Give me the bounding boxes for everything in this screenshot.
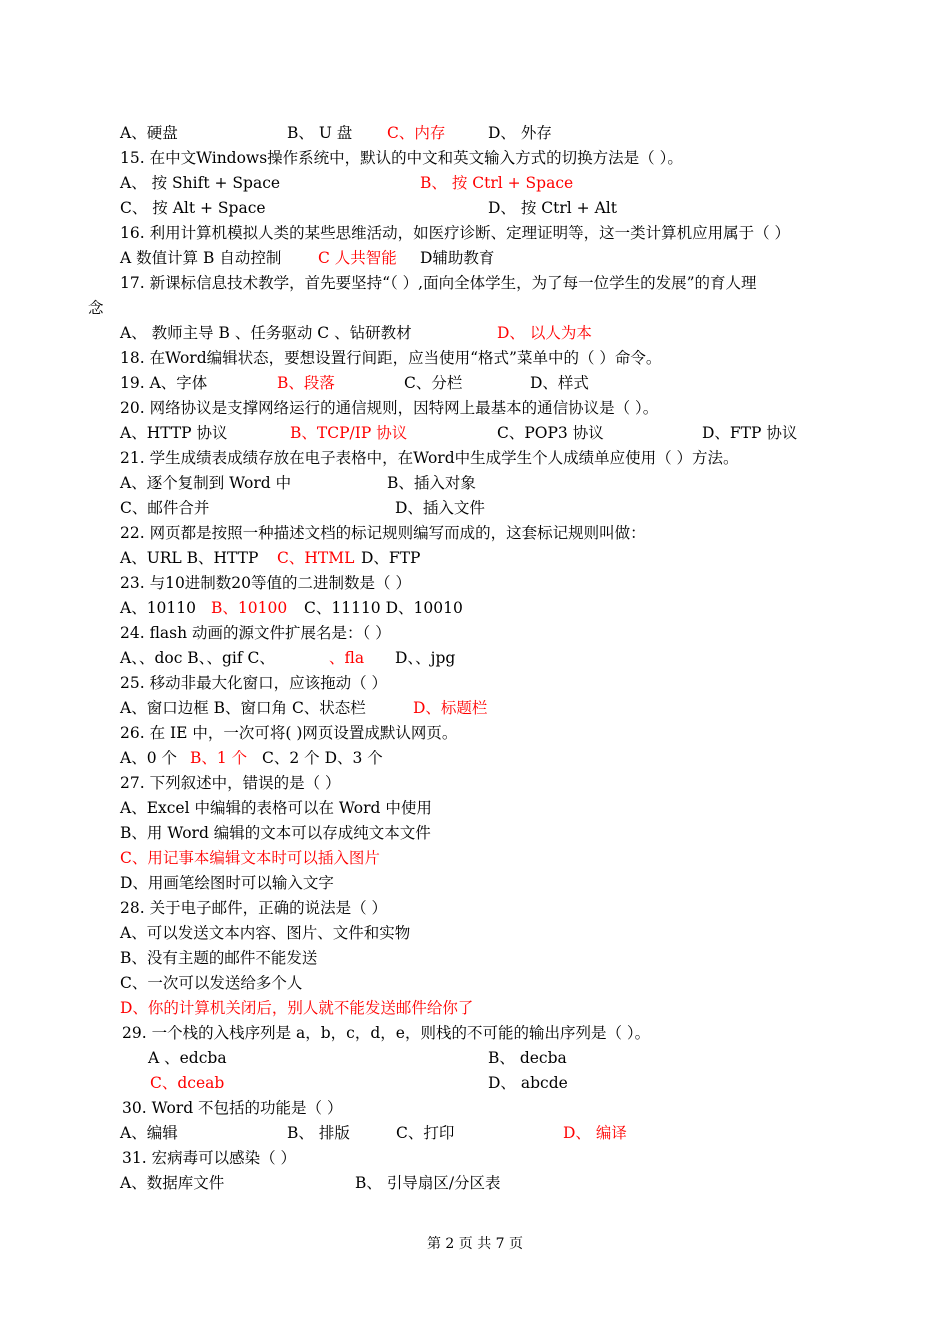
text-line bbox=[0, 696, 950, 721]
text-line bbox=[0, 546, 950, 571]
text-line bbox=[0, 396, 950, 421]
question-text: B、 U 盘 bbox=[287, 124, 353, 142]
text-line bbox=[0, 446, 950, 471]
text-line bbox=[0, 1071, 950, 1096]
question-text: A、可以发送文本内容、图片、文件和实物 bbox=[120, 924, 411, 942]
text-line bbox=[0, 296, 950, 321]
answer-text: B、 按 Ctrl + Space bbox=[420, 174, 574, 192]
text-line bbox=[0, 571, 950, 596]
text-line bbox=[0, 846, 950, 871]
question-text: D、样式 bbox=[530, 374, 589, 392]
answer-text: C、dceab bbox=[150, 1074, 225, 1092]
text-line bbox=[0, 521, 950, 546]
text-line bbox=[0, 271, 950, 296]
answer-text: B、TCP/IP 协议 bbox=[290, 424, 408, 442]
answer-text: D、你的计算机关闭后，别人就不能发送邮件给你了 bbox=[120, 999, 474, 1017]
question-text: D、 按 Ctrl + Alt bbox=[488, 199, 617, 217]
text-line bbox=[0, 1121, 950, 1146]
answer-text: C、用记事本编辑文本时可以插入图片 bbox=[120, 849, 380, 867]
page-footer: 第 2 页 共 7 页 bbox=[426, 1236, 524, 1252]
text-line bbox=[0, 596, 950, 621]
answer-text: D、标题栏 bbox=[413, 699, 488, 717]
question-text: C、分栏 bbox=[404, 374, 463, 392]
question-text: A、编辑 bbox=[120, 1124, 178, 1142]
question-text: 25. 移动非最大化窗口，应该拖动（ ） bbox=[120, 674, 388, 692]
text-line bbox=[0, 1046, 950, 1071]
text-line bbox=[0, 1096, 950, 1121]
answer-text: C、HTML bbox=[277, 549, 355, 567]
question-text: C、一次可以发送给多个人 bbox=[120, 974, 303, 992]
question-text: D、 abcde bbox=[488, 1074, 568, 1092]
question-text: 24. flash 动画的源文件扩展名是：（ ） bbox=[120, 624, 391, 642]
text-line bbox=[0, 1021, 950, 1046]
question-text: A、数据库文件 bbox=[120, 1174, 225, 1192]
question-text: C、邮件合并 bbox=[120, 499, 210, 517]
answer-text: B、10100 bbox=[211, 599, 288, 617]
text-line bbox=[0, 371, 950, 396]
text-line bbox=[0, 246, 950, 271]
text-line bbox=[0, 171, 950, 196]
question-text: C、 按 Alt + Space bbox=[120, 199, 266, 217]
question-text: 23. 与10进制数20等值的二进制数是（ ） bbox=[120, 574, 411, 592]
text-line bbox=[0, 1146, 950, 1171]
question-text: 30. Word 不包括的功能是（ ） bbox=[122, 1099, 343, 1117]
question-text: A、 按 Shift + Space bbox=[120, 174, 281, 192]
question-text: C、11110 D、10010 bbox=[304, 599, 463, 617]
question-text: A 数值计算 B 自动控制 bbox=[120, 249, 282, 267]
question-text: A、Excel 中编辑的表格可以在 Word 中使用 bbox=[120, 799, 432, 817]
question-text: 28. 关于电子邮件，正确的说法是（ ） bbox=[120, 899, 388, 917]
text-line bbox=[0, 196, 950, 221]
question-text: B、 排版 bbox=[287, 1124, 350, 1142]
text-line bbox=[0, 146, 950, 171]
question-text: 27. 下列叙述中，错误的是（ ） bbox=[120, 774, 341, 792]
text-line bbox=[0, 871, 950, 896]
question-text: 22. 网页都是按照一种描述文档的标记规则编写而成的，这套标记规则叫做： bbox=[120, 524, 646, 542]
question-text: 15. 在中文Windows操作系统中，默认的中文和英文输入方式的切换方法是（ ）。 bbox=[120, 149, 683, 167]
text-line bbox=[0, 771, 950, 796]
answer-text: C、内存 bbox=[387, 124, 446, 142]
text-line bbox=[0, 721, 950, 746]
answer-text: 、fla bbox=[329, 649, 365, 667]
text-line bbox=[0, 971, 950, 996]
question-text: 31. 宏病毒可以感染（ ） bbox=[122, 1149, 297, 1167]
question-text: 念 bbox=[88, 299, 104, 317]
question-text: B、 decba bbox=[488, 1049, 567, 1067]
question-text: 29. 一个栈的入栈序列是 a，b，c，d，e，则栈的不可能的输出序列是（ ）。 bbox=[122, 1024, 651, 1042]
question-text: A、逐个复制到 Word 中 bbox=[120, 474, 292, 492]
question-text: C、2 个 D、3 个 bbox=[262, 749, 383, 767]
question-text: 16. 利用计算机模拟人类的某些思维活动，如医疗诊断、定理证明等，这一类计算机应用属于（ ） bbox=[120, 224, 791, 242]
question-text: D、 外存 bbox=[488, 124, 552, 142]
question-text: A、HTTP 协议 bbox=[120, 424, 228, 442]
question-text: B、用 Word 编辑的文本可以存成纯文本文件 bbox=[120, 824, 431, 842]
text-line bbox=[0, 746, 950, 771]
question-text: B、 引导扇区/分区表 bbox=[355, 1174, 501, 1192]
text-line bbox=[0, 946, 950, 971]
question-text: A、0 个 bbox=[120, 749, 177, 767]
answer-text: B、段落 bbox=[277, 374, 335, 392]
text-line bbox=[0, 1171, 950, 1196]
question-text: D辅助教育 bbox=[420, 249, 495, 267]
answer-text: D、 以人为本 bbox=[497, 324, 592, 342]
text-line bbox=[0, 421, 950, 446]
question-text: 20. 网络协议是支撑网络运行的通信规则，因特网上最基本的通信协议是（ ）。 bbox=[120, 399, 659, 417]
question-text: D、插入文件 bbox=[395, 499, 485, 517]
text-line bbox=[0, 821, 950, 846]
question-text: D、用画笔绘图时可以输入文字 bbox=[120, 874, 334, 892]
question-text: C、打印 bbox=[396, 1124, 455, 1142]
question-text: A、10110 bbox=[120, 599, 197, 617]
question-text: A、URL B、HTTP bbox=[120, 549, 259, 567]
text-line bbox=[0, 221, 950, 246]
question-text: A、、doc B、、gif C、 bbox=[120, 649, 275, 667]
answer-text: B、1 个 bbox=[190, 749, 248, 767]
text-line bbox=[0, 646, 950, 671]
text-line bbox=[0, 996, 950, 1021]
text-line bbox=[0, 321, 950, 346]
text-line bbox=[0, 346, 950, 371]
text-line bbox=[0, 496, 950, 521]
question-text: A、窗口边框 B、窗口角 C、状态栏 bbox=[120, 699, 366, 717]
question-text: D、FTP 协议 bbox=[702, 424, 798, 442]
question-text: B、没有主题的邮件不能发送 bbox=[120, 949, 318, 967]
question-text: 18. 在Word编辑状态，要想设置行间距，应当使用“格式”菜单中的（ ）命令。 bbox=[120, 349, 662, 367]
question-text: D、FTP bbox=[361, 549, 421, 567]
text-line bbox=[0, 671, 950, 696]
question-text: 21. 学生成绩表成绩存放在电子表格中，在Word中生成学生个人成绩单应使用（ ）方法。 bbox=[120, 449, 739, 467]
question-text: 19. A、字体 bbox=[120, 374, 208, 392]
question-text: A 、edcba bbox=[148, 1049, 227, 1067]
text-line bbox=[0, 621, 950, 646]
question-text: C、POP3 协议 bbox=[497, 424, 604, 442]
question-text: 26. 在 IE 中，一次可将( )网页设置成默认网页。 bbox=[120, 724, 458, 742]
question-text: B、插入对象 bbox=[387, 474, 476, 492]
answer-text: D、 编译 bbox=[563, 1124, 627, 1142]
text-line bbox=[0, 896, 950, 921]
answer-text: C 人共智能 bbox=[318, 249, 397, 267]
question-text: D、、jpg bbox=[395, 649, 456, 667]
text-line bbox=[0, 471, 950, 496]
question-text: A、 教师主导 B 、任务驱动 C 、钻研教材 bbox=[120, 324, 412, 342]
question-text: 17. 新课标信息技术教学，首先要坚持“（ ）,面向全体学生，为了每一位学生的发展”的育人理 bbox=[120, 274, 757, 292]
text-line bbox=[0, 921, 950, 946]
text-line bbox=[0, 121, 950, 146]
question-text: A、硬盘 bbox=[120, 124, 178, 142]
text-line bbox=[0, 796, 950, 821]
